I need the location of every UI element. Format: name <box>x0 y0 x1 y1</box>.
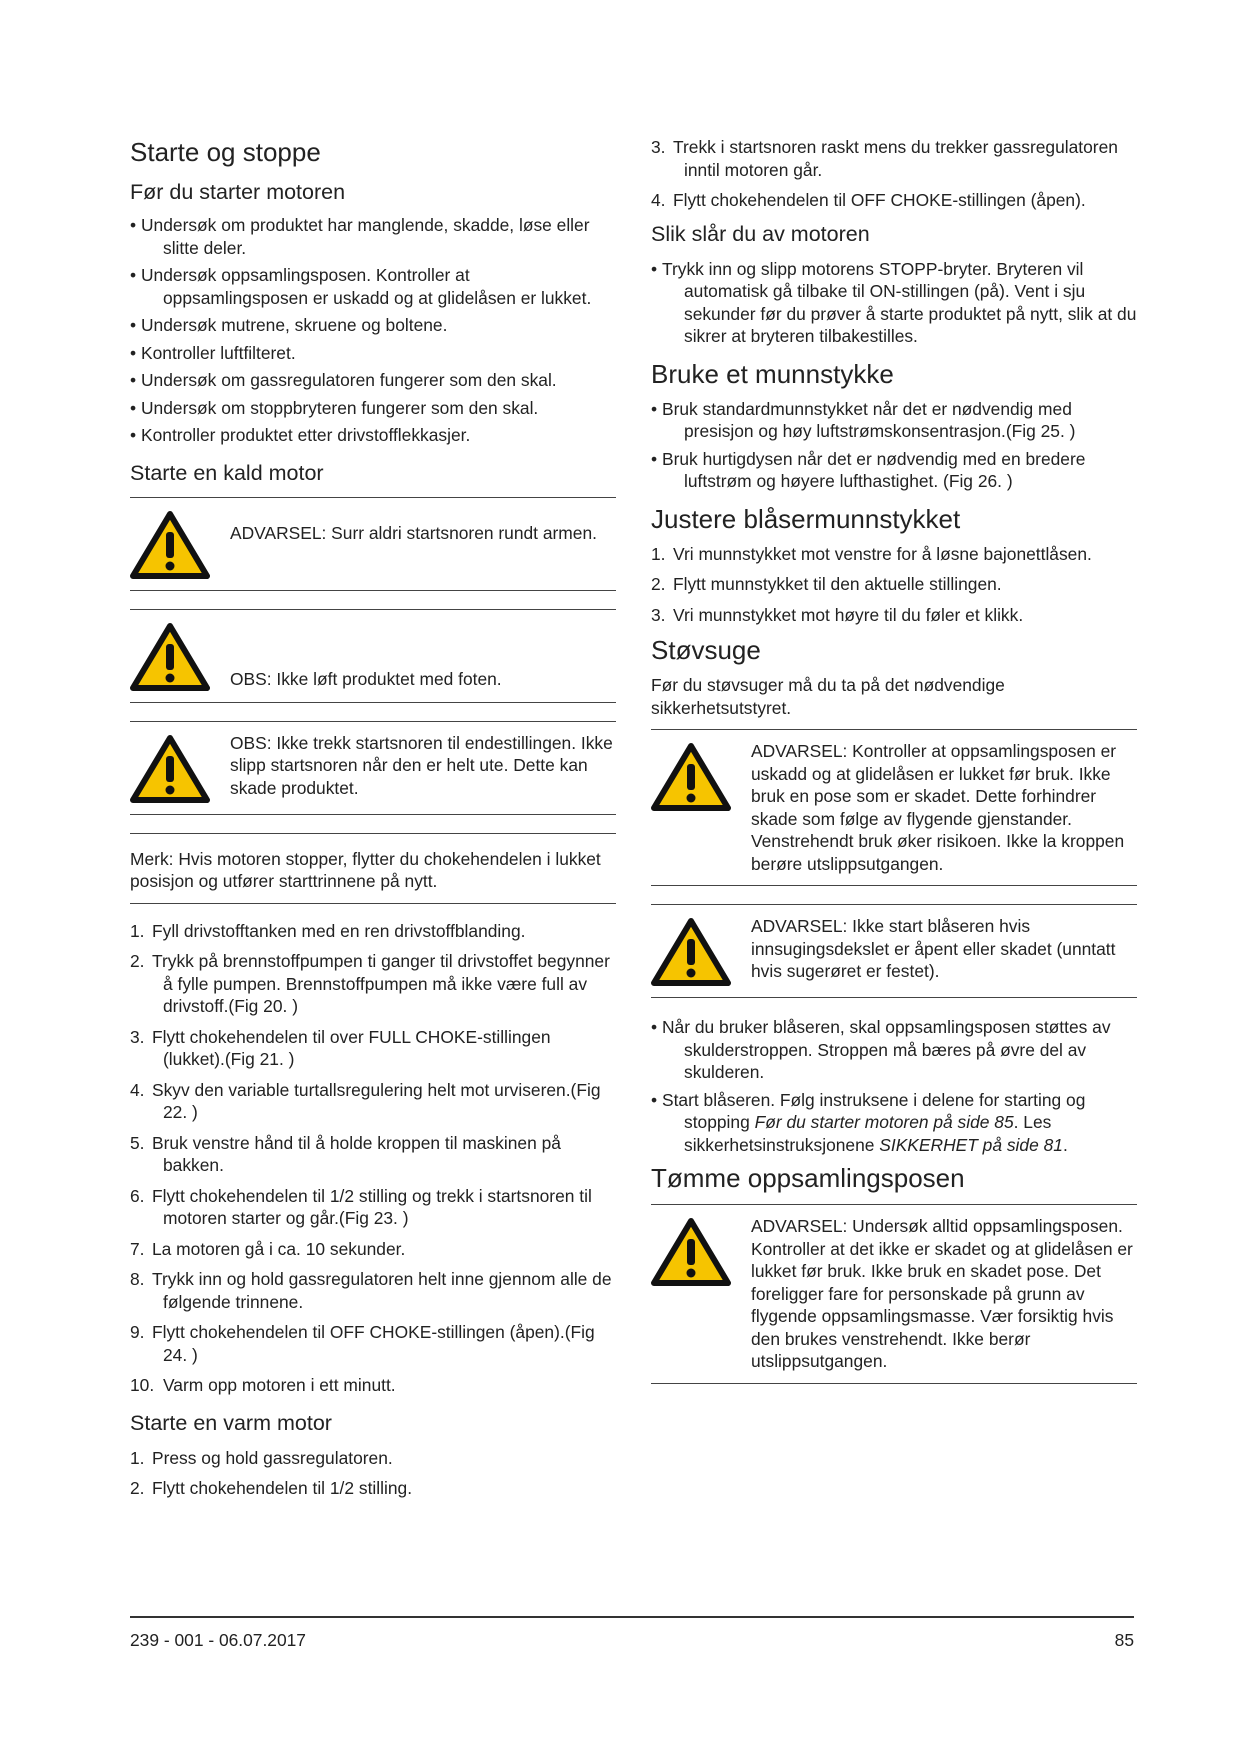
adjust-steps <box>651 543 1137 627</box>
list-item: 2. Trykk på brennstoffpumpen ti ganger til drivstoffet begynner å fylle pumpen. Brennstoffpumpen må ikke være full av drivstoff.(Fig 20. ) <box>130 951 610 1016</box>
warning-text: ADVARSEL: Kontroller at oppsamlingsposen er uskadd og at glidelåsen er lukket før bruk. Ikke bruk en pose som er skadet. Dette forhindrer skade som følge av flygende gjenstander. Venstrehendt bruk øker risikoen. Ikke la kroppen berøre utslippsutgangen. <box>751 741 1125 874</box>
list-item: 7. La motoren gå i ca. 10 sekunder. <box>130 1238 406 1259</box>
warning-text: ADVARSEL: Undersøk alltid oppsamlingsposen. Kontroller at det ikke er skadet og at glidelåsen er lukket før bruk. Ikke bruk en skadet pose. Det foreligger fare for personskade på grunn av flygende oppsamlingsmasse. Vær forsiktig hvis den brukes venstrehendt. Ikke berør utslippsutgangen. <box>751 1216 1133 1371</box>
list-item: 8. Trykk inn og hold gassregulatoren helt inne gjennom alle de følgende trinnene. <box>130 1269 612 1312</box>
warning-triangle-icon <box>130 734 210 804</box>
warning-triangle-icon <box>651 1217 731 1287</box>
list-item: 3. Vri munnstykket mot høyre til du føler et klikk. <box>651 604 1024 625</box>
cold-start-steps <box>130 920 616 1397</box>
note-box <box>130 833 616 904</box>
note-label: Merk: <box>130 848 174 869</box>
right-column <box>651 136 1137 1384</box>
footer-doc-id: 239 - 001 - 06.07.2017 <box>130 1630 306 1650</box>
list-item: • Kontroller produktet etter drivstofflekkasjer. <box>130 425 471 445</box>
warning-triangle-icon <box>130 622 210 692</box>
warning-triangle-icon <box>130 510 210 580</box>
note-text: Hvis motoren stopper, flytter du chokehendelen i lukket posisjon og utfører starttrinnene på nytt. <box>130 848 601 891</box>
list-item: • Kontroller luftfilteret. <box>130 342 296 363</box>
list-item: 2. Flytt munnstykket til den aktuelle stillingen. <box>651 574 1002 594</box>
list-item: 9. Flytt chokehendelen til OFF CHOKE-stillingen (åpen).(Fig 24. ) <box>130 1322 595 1365</box>
cold-start-heading: Starte en kald motor <box>130 460 324 485</box>
nozzle-list <box>651 398 1137 493</box>
list-item: • Undersøk om gassregulatoren fungerer som den skal. <box>130 370 557 390</box>
list-item: • Undersøk om produktet har manglende, skadde, løse eller slitte deler. <box>130 215 590 258</box>
warning-text: ADVARSEL: Ikke start blåseren hvis innsugingsdekslet er åpent eller skadet (unntatt hvis sugerøret er festet). <box>751 916 1116 981</box>
list-item: 5. Bruk venstre hånd til å holde kroppen til maskinen på bakken. <box>130 1132 561 1175</box>
list-item: 3. Flytt chokehendelen til over FULL CHOKE-stillingen (lukket).(Fig 21. ) <box>130 1026 551 1069</box>
cross-reference[interactable]: Før du starter motoren på side 85 <box>754 1112 1014 1132</box>
list-item: 3. Trekk i startsnoren raskt mens du trekker gassregulatoren inntil motoren går. <box>651 137 1118 180</box>
warning-text: ADVARSEL: Surr aldri startsnoren rundt armen. <box>230 522 597 543</box>
list-item: • Når du bruker blåseren, skal oppsamlingsposen støttes av skulderstroppen. Stroppen må bæres på øvre del av skulderen. <box>651 1017 1111 1082</box>
section-title: Starte og stoppe <box>130 137 321 167</box>
list-item: • Undersøk om stoppbryteren fungerer som den skal. <box>130 397 539 418</box>
list-item: • Bruk standardmunnstykket når det er nødvendig med presisjon og høy luftstrømskonsentrasjon.(Fig 25. ) <box>651 398 1076 441</box>
list-item: • Undersøk mutrene, skruene og boltene. <box>130 315 448 335</box>
warning-box <box>130 497 616 591</box>
list-item: 10. Varm opp motoren i ett minutt. <box>130 1375 396 1395</box>
list-item: 6. Flytt chokehendelen til 1/2 stilling og trekk i startsnoren til motoren starter og går.(Fig 23. ) <box>130 1185 592 1228</box>
warning-box <box>651 729 1137 886</box>
warm-start-steps <box>130 1447 616 1500</box>
vacuum-intro: Før du støvsuger må du ta på det nødvendige sikkerhetsutstyret. <box>651 675 1005 718</box>
warning-text: OBS: Ikke løft produktet med foten. <box>230 668 502 689</box>
list-item: • Trykk inn og slipp motorens STOPP-bryter. Bryteren vil automatisk gå tilbake til ON-stillingen (på). Vent i sju sekunder før du prøver å starte produktet på nytt, slik at du sikrer at bryteren tilbakestilles. <box>651 258 1137 346</box>
list-item: 1. Press og hold gassregulatoren. <box>130 1447 393 1468</box>
warning-box <box>130 609 616 703</box>
list-item: • Bruk hurtigdysen når det er nødvendig med en bredere luftstrøm og høyere lufthastighet. (Fig 26. ) <box>651 448 1086 491</box>
warning-box <box>651 1204 1137 1384</box>
list-item: 4. Skyv den variable turtallsregulering helt mot urviseren.(Fig 22. ) <box>130 1079 601 1122</box>
footer-divider <box>130 1616 1134 1618</box>
list-item: 1. Vri munnstykket mot venstre for å løsne bajonettlåsen. <box>651 543 1092 564</box>
page-number: 85 <box>1114 1630 1134 1650</box>
warning-triangle-icon <box>651 917 731 987</box>
list-item: 2. Flytt chokehendelen til 1/2 stilling. <box>130 1478 413 1498</box>
empty-bag-heading: Tømme oppsamlingsposen <box>651 1163 965 1193</box>
list-item: • Start blåseren. Følg instruksene i delene for starting og stopping Før du starter motoren på side 85. Les sikkerhetsinstruksjonene SIKKERHET på side 81. <box>651 1089 1086 1155</box>
warning-box <box>651 904 1137 998</box>
stop-list <box>651 258 1137 348</box>
left-column <box>130 128 616 1508</box>
list-item: 4. Flytt chokehendelen til OFF CHOKE-stillingen (åpen). <box>651 190 1086 210</box>
warning-box <box>130 721 616 815</box>
stop-heading: Slik slår du av motoren <box>651 221 870 246</box>
vacuum-heading: Støvsuge <box>651 635 761 665</box>
nozzle-heading: Bruke et munnstykke <box>651 358 894 389</box>
adjust-heading: Justere blåsermunnstykket <box>651 503 961 534</box>
cross-reference[interactable]: SIKKERHET på side 81 <box>879 1134 1063 1155</box>
warning-text: OBS: Ikke trekk startsnoren til endestillingen. Ikke slipp startsnoren når den er helt ute. Dette kan skade produktet. <box>230 732 613 798</box>
warning-triangle-icon <box>651 742 731 812</box>
before-start-heading: Før du starter motoren <box>130 180 346 204</box>
before-start-list <box>130 214 616 447</box>
vacuum-list <box>651 1016 1137 1156</box>
list-item: 1. Fyll drivstofftanken med en ren drivstoffblanding. <box>130 920 526 941</box>
list-item: • Undersøk oppsamlingsposen. Kontroller at oppsamlingsposen er uskadd og at glidelåsen er lukket. <box>130 265 592 308</box>
warm-start-steps-continued <box>651 136 1137 212</box>
warm-start-heading: Starte en varm motor <box>130 1410 332 1435</box>
